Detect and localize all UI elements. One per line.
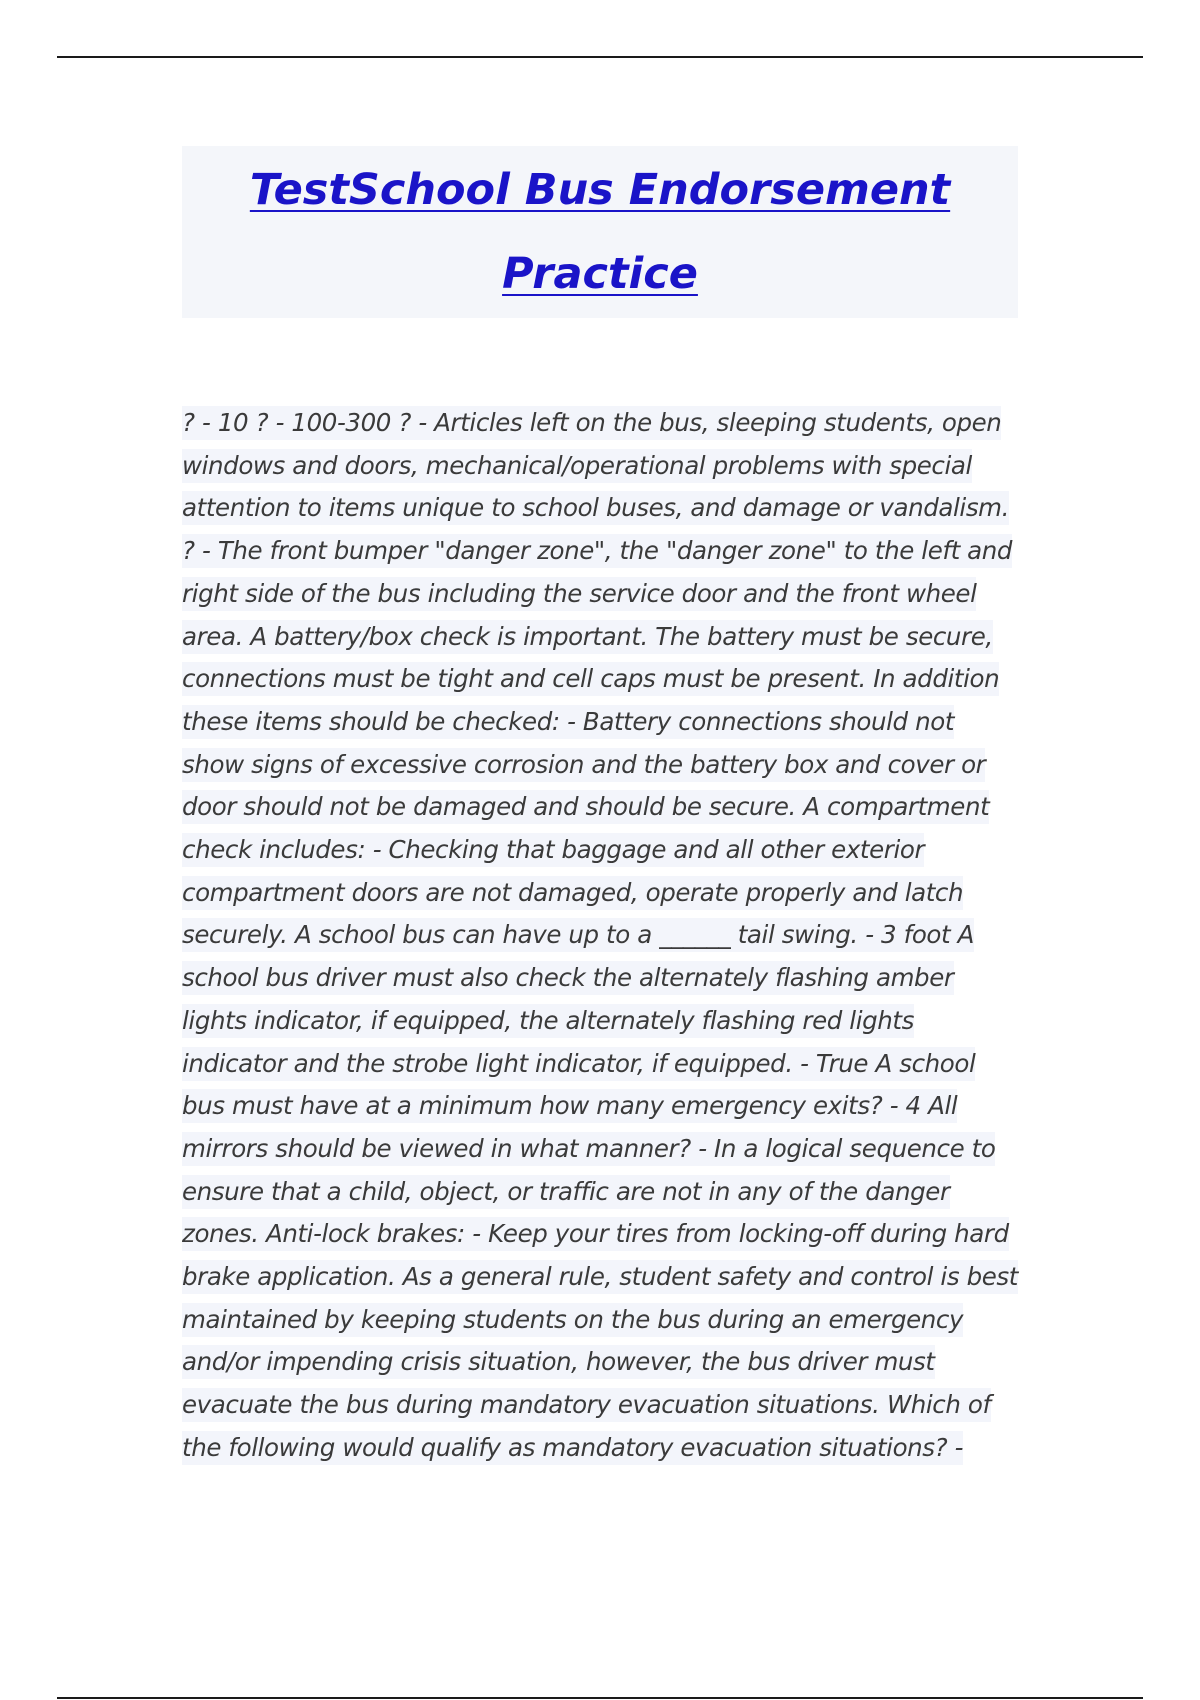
- document-title: TestSchool Bus Endorsement Practice: [249, 165, 951, 299]
- title-banner: [182, 146, 1018, 318]
- document-body-text: ? - 10 ? - 100-300 ? - Articles left on the bus, sleeping students, open windows and doors, mechanical/operational problems with special attention to items unique to school buses, and damage or vandalism. ? - The front bumper "danger zone", the "danger zone" to the left and right side of the bus including the service door and the front wheel area. A battery/box check is important. The battery must be secure, connections must be tight and cell caps must be present. In addition these items should be checked: - Battery connections should not show signs of excessive corrosion and the battery box and cover or door should not be damaged and should be secure. A compartment check includes: - Checking that baggage and all other exterior compartment doors are not damaged, operate properly and latch securely. A school bus can have up to a ______ tail swing. - 3 foot A school bus driver must also check the alternately flashing amber lights indicator, if equipped, the alternately flashing red lights indicator and the strobe light indicator, if equipped. - True A school bus must have at a minimum how many emergency exits? - 4 All mirrors should be viewed in what manner? - In a logical sequence to ensure that a child, object, or traffic are not in any of the danger zones. Anti-lock brakes: - Keep your tires from locking-off during hard brake application. As a general rule, student safety and control is best maintained by keeping students on the bus during an emergency and/or impending crisis situation, however, the bus driver must evacuate the bus during mandatory evacuation situations. Which of the following would qualify as mandatory evacuation situations? -: [182, 406, 1018, 1465]
- document-body: [182, 402, 1018, 1470]
- bottom-rule: [57, 1697, 1143, 1699]
- top-rule: [57, 56, 1143, 58]
